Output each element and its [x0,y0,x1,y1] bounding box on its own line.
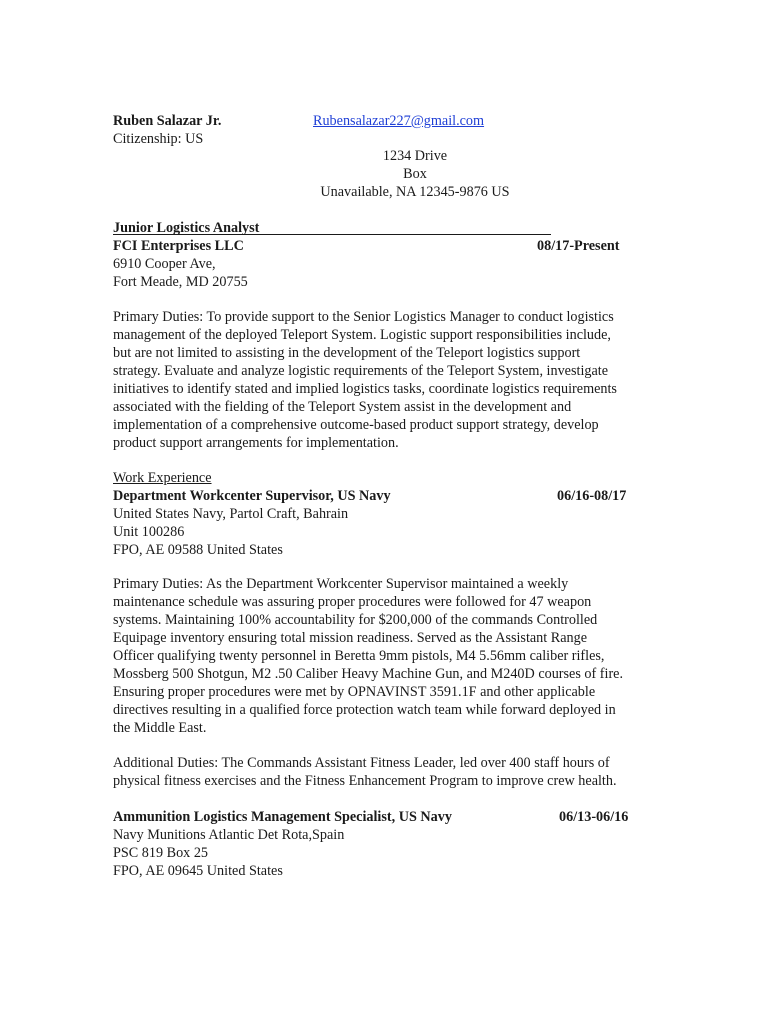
duties-line: strategy. Evaluate and analyze logistic requirements of the Teleport System, investigate [113,363,609,379]
work-experience-heading: Work Experience [113,470,212,486]
duties-line: Primary Duties: As the Department Workcenter Supervisor maintained a weekly [113,576,569,592]
job-additional-duties [113,754,658,790]
job-dates: 06/16-08/17 [557,488,627,504]
current-employer: FCI Enterprises LLC [113,238,244,254]
current-primary-duties [113,308,658,452]
duties-line: the Middle East. [113,720,207,736]
address-line: Unit 100286 [113,524,185,540]
duties-line: Ensuring proper procedures were met by OPNAVINST 3591.1F and other applicable [113,684,596,700]
duties-line: implementation of a comprehensive outcome-based product support strategy, develop [113,417,599,433]
address-line: United States Navy, Partol Craft, Bahrain [113,506,349,522]
duties-line: associated with the fielding of the Teleport System assist in the development and [113,399,572,415]
email-link[interactable]: Rubensalazar227@gmail.com [313,113,485,129]
duties-line: product support arrangements for implementation. [113,435,399,451]
job-title: Ammunition Logistics Management Specialist, US Navy [113,809,452,825]
current-position-title: Junior Logistics Analyst [113,220,260,236]
address-line-2: Box [403,166,427,182]
job-address [113,826,653,880]
duties-line: Officer qualifying twenty personnel in Beretta 9mm pistols, M4 5.56mm caliber rifles, [113,648,605,664]
current-employer-address [113,255,653,291]
duties-line: physical fitness exercises and the Fitness Enhancement Program to improve crew health. [113,773,617,789]
section-rule [113,234,551,235]
duties-line: Additional Duties: The Commands Assistant Fitness Leader, led over 400 staff hours of [113,755,610,771]
address-line: FPO, AE 09645 United States [113,863,283,879]
duties-line: but are not limited to assisting in the development of the Teleport logistics support [113,345,581,361]
address-line: PSC 819 Box 25 [113,845,209,861]
duties-line: management of the deployed Teleport System. Logistic support responsibilities include, [113,327,611,343]
duties-line: Primary Duties: To provide support to the Senior Logistics Manager to conduct logistics [113,309,614,325]
applicant-name: Ruben Salazar Jr. [113,113,222,129]
duties-line: Equipage inventory ensuring total mission readiness. Served as the Assistant Range [113,630,588,646]
job-address [113,505,653,559]
address-line: FPO, AE 09588 United States [113,542,283,558]
job-dates: 06/13-06/16 [559,809,629,825]
duties-line: initiatives to identify stated and implied logistics tasks, coordinate logistics requirements [113,381,617,397]
job-primary-duties [113,575,658,737]
duties-line: directives resulting in a qualified force protection watch team while forward deployed in [113,702,616,718]
duties-line: maintenance schedule was assuring proper procedures were followed for 47 weapon [113,594,592,610]
current-position-dates: 08/17-Present [537,238,620,254]
address-line: 6910 Cooper Ave, [113,256,216,272]
address-line: Fort Meade, MD 20755 [113,274,248,290]
address-line-1: 1234 Drive [382,148,448,164]
duties-line: systems. Maintaining 100% accountability for $200,000 of the commands Controlled [113,612,598,628]
job-title: Department Workcenter Supervisor, US Navy [113,488,391,504]
address-line-3: Unavailable, NA 12345-9876 US [320,184,510,200]
mailing-address [240,147,590,201]
citizenship: Citizenship: US [113,131,204,147]
duties-line: Mossberg 500 Shotgun, M2 .50 Caliber Heavy Machine Gun, and M240D courses of fire. [113,666,624,682]
address-line: Navy Munitions Atlantic Det Rota,Spain [113,827,345,843]
